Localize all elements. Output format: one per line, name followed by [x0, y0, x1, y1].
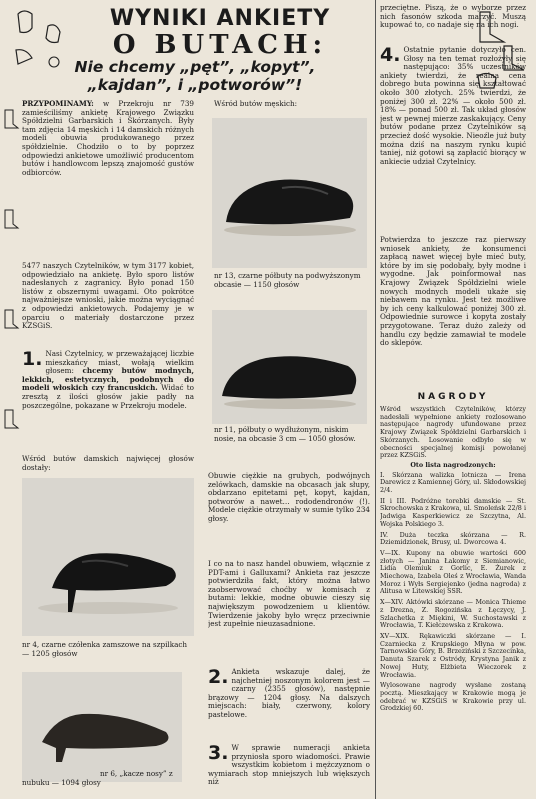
caption-shoe-11: nr 11, półbuty o wydłużonym, niskim nosie, na obcasie 3 cm — 1050 głosów. [214, 425, 356, 443]
point-1-text-b: chcemy butów modnych, lekkich, estetycznych, podobnych do modeli włoskich czy francuskich. [22, 366, 194, 393]
point-3 [208, 744, 370, 787]
photo-shoe-6 [22, 672, 182, 782]
prize-2: II i III. Podróżne torebki damskie — St. Skrochowska z Krakowa, ul. Smoleńsk 22/8 i Jadwiga Kasperkiewicz ze Szczytna, Al. Wojska Polskiego 3. [380, 496, 526, 528]
headline-line2: O BUTACH: [112, 30, 328, 60]
column-1-para2: 5477 naszych Czytelników, w tym 3177 kobiet, odpowiedziało na ankietę. Było sporo listów nadesłanych z zagranicy. Było ponad 150 listów z obszernymi uwagami. Oto pokrótce najważniejsze wnioski, jakie można wyciągnąć z odpowiedzi ankietowych. Podajemy je w oparciu o materiały dostarczone przez KZSGiS. [22, 262, 194, 331]
shoe-doodle-left-icon [2, 90, 20, 450]
kitten-heel-shoe-icon [22, 672, 182, 782]
prize-4: V—IX. Kupony na obuwie wartości 600 złotych — Janina Łakomy z Siemianowic, Lidia Olemiuk z Gorlic, E. Żurek z Miechowa, Izabela Oleś z Wrocławia, Wanda Moroz i Wyłs Sergiejenko (jedna nagroda) z Alitusa w Litewskiej SSR. [380, 548, 526, 596]
point-3-text: W sprawie numeracji ankieta przyniosła sporo wiadomości. Prawie wszystkim kobietom i mężczyznom o wymiarach stop mniejszych lub większych niż [208, 744, 370, 787]
mens-slipon-icon [212, 310, 367, 424]
caption-shoe-6-b: nubuku — 1094 głosy [22, 777, 101, 787]
point-2 [208, 668, 370, 720]
point-1 [22, 350, 194, 410]
prizes-subheading: Oto lista nagrodzonych: [410, 460, 496, 469]
para-pdt: I co na to nasz handel obuwiem, włącznie z PDT-ami i Galluxami? Ankieta raz jeszcze potwierdziła fakt, który można łatwo zaobserwować choćby w komisach z butami: lekkie, modne obuwie cieszy się największym powodzeniem u klientów. Twierdzenie jakoby było wręcz przeciwnie jest zupełnie nieuzasadnione. [208, 560, 370, 629]
point-4 [380, 46, 526, 166]
photo-shoe-4 [22, 478, 194, 636]
column-3-continuation: przeciętne. Piszą, że o wyborze przez nich fasonów szkoda marzyć. Muszą kupować to, co nadaje się na ich nogi. [380, 4, 526, 30]
prize-6: XV—XIX. Rękawiczki skórzane — I. Czarniecka z Krupskiego Młyna w pow. Tarnowskie Góry, B. Brzeziński z Szczecinka, Danuta Szarek z Ostródy, Krystyna Janik z Nowej Huty, Elżbieta Wieczorek z Wrocławia. [380, 631, 526, 679]
column-divider [375, 0, 376, 799]
women-intro: Wśród butów damskich najwięcej głosów dostały: [22, 455, 194, 472]
column-1-intro [22, 100, 194, 177]
stiletto-shoe-icon [22, 478, 194, 636]
photo-shoe-13 [212, 118, 367, 268]
prizes-intro: Wśród wszystkich Czytelników, którzy nadesłali wypełnione ankiety rozlosowano następujące nagrody ufundowane przez Krajowy Związek Spółdzielni Garbarskich i Skórzanych. Losowanie odbyło się w obecności specjalnej komisji powołanej przez KZSGiS. [380, 406, 526, 460]
caption-shoe-4: nr 4, czarne czółenka zamszowe na szpilkach — 1205 głosów [22, 640, 188, 658]
subheadline-line1: Nie chcemy „pęt”, „kopyt”, [74, 58, 316, 76]
point-2-text: Ankieta wskazuje dalej, że najchetniej noszonym kolorem jest — czarny (2355 głosów), następnie brązowy — 1204 głosy. Na dalszych miejscach: biały, czerwony, kolory pastelowe. [208, 668, 370, 719]
men-intro: Wśród butów męskich: [214, 100, 298, 108]
headline-line1: WYNIKI ANKIETY [109, 6, 331, 31]
subheadline-line2: „kajdan”, i „potworów”! [87, 76, 303, 94]
point-number: 3. [208, 744, 229, 764]
prize-1: I. Skórzana walizka lotnicza — Irena Darewicz z Kamiennej Góry, ul. Skłodowskiej 2/4. [380, 470, 526, 495]
subheadline [20, 58, 370, 94]
point-1-text-a: Nasi Czytelnicy, w przeważającej liczbie mieszkańcy miast, wołają wielkim głosem: [45, 350, 194, 376]
point-number: 1. [22, 350, 43, 370]
prize-5: X—XIV. Aktówki skórzane — Monica Thieme z Drezna, Z. Rogozińska z Łęczycy, J. Szlachetka z Miękini, W. Suchostawski z Wrocławia, T. Kiełczewska z Krakowa. [380, 598, 526, 630]
lead-text: w Przekroju nr 739 zamieściliśmy ankietę Krajowego Związku Spółdzielni Garbarskich i Skórzanych. Były tam zdjęcia 14 męskich i 14 damskich różnych modeli obuwia produkowanego przez spółdzielnie. Chodziło o to by poprzez odpowiedzi ankietowe umożliwić producentom butów i handlowcom lepszą znajomość gustów odbiorców. [22, 100, 194, 177]
lead-label: PRZYPOMINAMY: [22, 100, 94, 108]
photo-shoe-11 [212, 310, 367, 424]
foot-doodle-icon [8, 4, 70, 80]
caption-shoe-6-a: nr 6, „kacze nosy” z [100, 769, 173, 778]
point-number: 2. [208, 668, 229, 688]
caption-shoe-13: nr 13, czarne półbuty na podwyższonym obcasie — 1150 głosów [214, 271, 361, 289]
caption-shoe-6 [22, 769, 200, 787]
prizes-section [380, 406, 526, 713]
prizes-heading: NAGRODY [417, 392, 489, 402]
mens-loafer-icon [212, 118, 367, 268]
point-1-text-c: Widać to zresztą z ilości głosów jakie padły na poszczególne, pokazane w Przekroju modele. [22, 383, 194, 410]
point-4-text: Ostatnie pytanie dotyczyło cen. Głosy na ten temat rozłożyły się następująco: 35% uczestników ankiety twierdzi, że realna cena dobrego buta powinna się kształtować około 300 złotych. 25% twierdzi, że poniżej 300 zł. 22% — około 500 zł. 18% — ponad 500 zł. Tak układ głosów jest w pewnej mierze zaskakujący. Ceny butów podane przez Czytelników są przecież dość wysokie. Nieoźle już buty można dziś na naszym rynku kupić taniej, niż gotowi są zapłacić biorący w ankiecie udział Czytelnicy. [380, 46, 526, 166]
para-conclusion: Potwierdza to jeszcze raz pierwszy wniosek ankiety, że konsumenci zapłacą nawet więcej byłe mieć buty, które by im się podobały, były modne i wygodne. Jak poinformował nas Krajowy Związek Spółdzielni wiele nowych modnych modeli ukaże się niebawem na rynku. Jest też możliwe by ich ceny kalkulować poniżej 300 zł. Odpowiednie surowce i kopyta zostały przygotowane. Teraz dużo zależy od handlu czy będzie zamawiał te modele do sklepów. [380, 236, 526, 348]
para-heavy-shoes: Obuwie ciężkie na grubych, podwójnych zelówkach, damskie na obcasach jak słupy, obdarzano epitetami pęt, kopyt, kajdan, potworów a nawet… rododendronów (!). Modele ciężkie otrzymały w sumie tylko 234 głosy. [208, 472, 370, 523]
prize-3: IV. Duża teczka skórzana — R. Dziemidzionek, Brusy, ul. Dworcowa 4. [380, 530, 526, 547]
point-number: 4. [380, 46, 401, 66]
prizes-closing: Wylosowane nagrody wysłane zostaną pocztą. Mieszkający w Krakowie mogą je odebrać w KZSGiS w Krakowie przy ul. Grodzkiej 60. [380, 681, 526, 713]
